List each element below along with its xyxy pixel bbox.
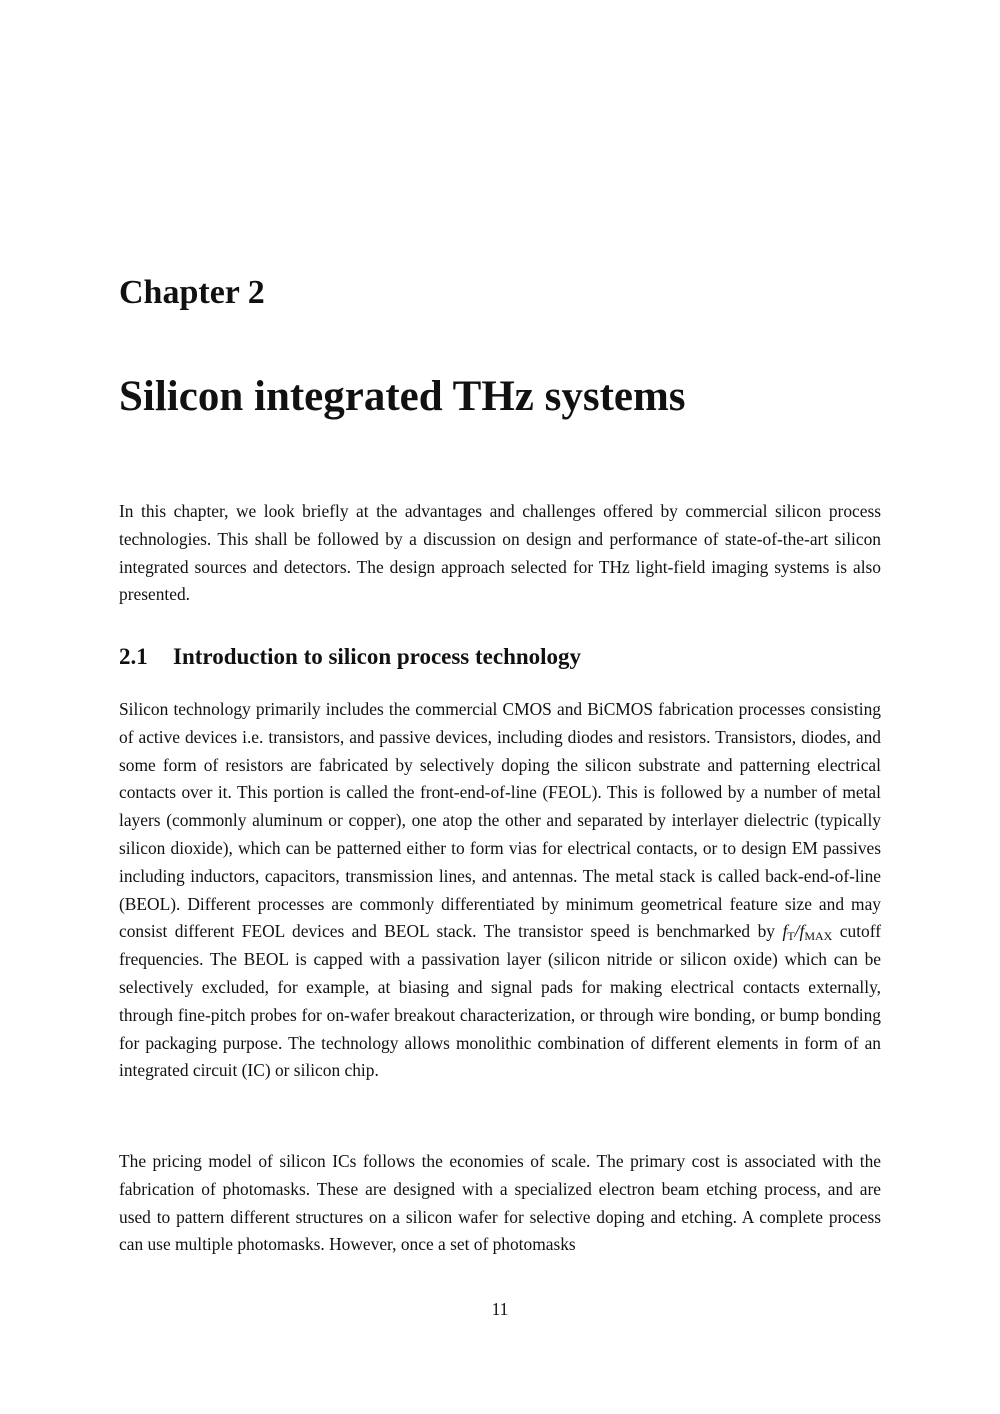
chapter-label: Chapter 2	[119, 274, 265, 311]
chapter-title: Silicon integrated THz systems	[119, 373, 686, 420]
math-subscript: T	[787, 929, 795, 944]
math-slash: /	[794, 921, 800, 942]
body-paragraph: The pricing model of silicon ICs follows the economies of scale. The primary cost is associated with the fabrication of photomasks. These are designed with a specialized electron beam etching process, and are used to pattern different structures on a silicon wafer for selective doping and etching. A complete process can use multiple photomasks. However, once a set of photomasks	[119, 1151, 881, 1255]
paragraph-text: cutoff frequencies. The BEOL is capped with a passivation layer (silicon nitride or silicon oxide) which can be selectively excluded, for example, at biasing and signal pads for making electrical contacts externally, through fine-pitch probes for on-wafer breakout characterization, or through wire bonding, or bump bonding for packaging purpose. The technology allows monolithic combination of different elements in form of an integrated circuit (IC) or silicon chip.	[119, 921, 881, 1081]
paragraph-text: Silicon technology primarily includes the commercial CMOS and BiCMOS fabrication processes consisting of active devices i.e. transistors, and passive devices, including diodes and resistors. Transistors, diodes, and some form of resistors are fabricated by selectively doping the silicon substrate and patterning electrical contacts over it. This portion is called the front-end-of-line (FEOL). This is followed by a number of metal layers (commonly aluminum or copper), one atop the other and separated by interlayer dielectric (typically silicon dioxide), which can be patterned either to form vias for electrical contacts, or to design EM passives including inductors, capacitors, transmission lines, and antennas. The metal stack is called back-end-of-line (BEOL). Different processes are commonly differentiated by minimum geometrical feature size and may consist different FEOL devices and BEOL stack. The transistor speed is benchmarked by	[119, 699, 881, 942]
math-symbol: f	[799, 921, 805, 942]
section-number: 2.1	[119, 644, 148, 669]
intro-paragraph: In this chapter, we look briefly at the advantages and challenges offered by commercial silicon process technologies. This shall be followed by a discussion on design and performance of state-of-the-art silicon integrated sources and detectors. The design approach selected for THz light-field imaging systems is also presented.	[119, 501, 881, 605]
math-subscript: MAX	[804, 929, 833, 944]
math-symbol: f	[782, 921, 788, 942]
page-number: 11	[491, 1299, 509, 1319]
section-title: Introduction to silicon process technology	[173, 644, 582, 669]
body-paragraph	[119, 696, 881, 1085]
section-heading	[119, 644, 581, 670]
frequency-math	[782, 921, 833, 944]
